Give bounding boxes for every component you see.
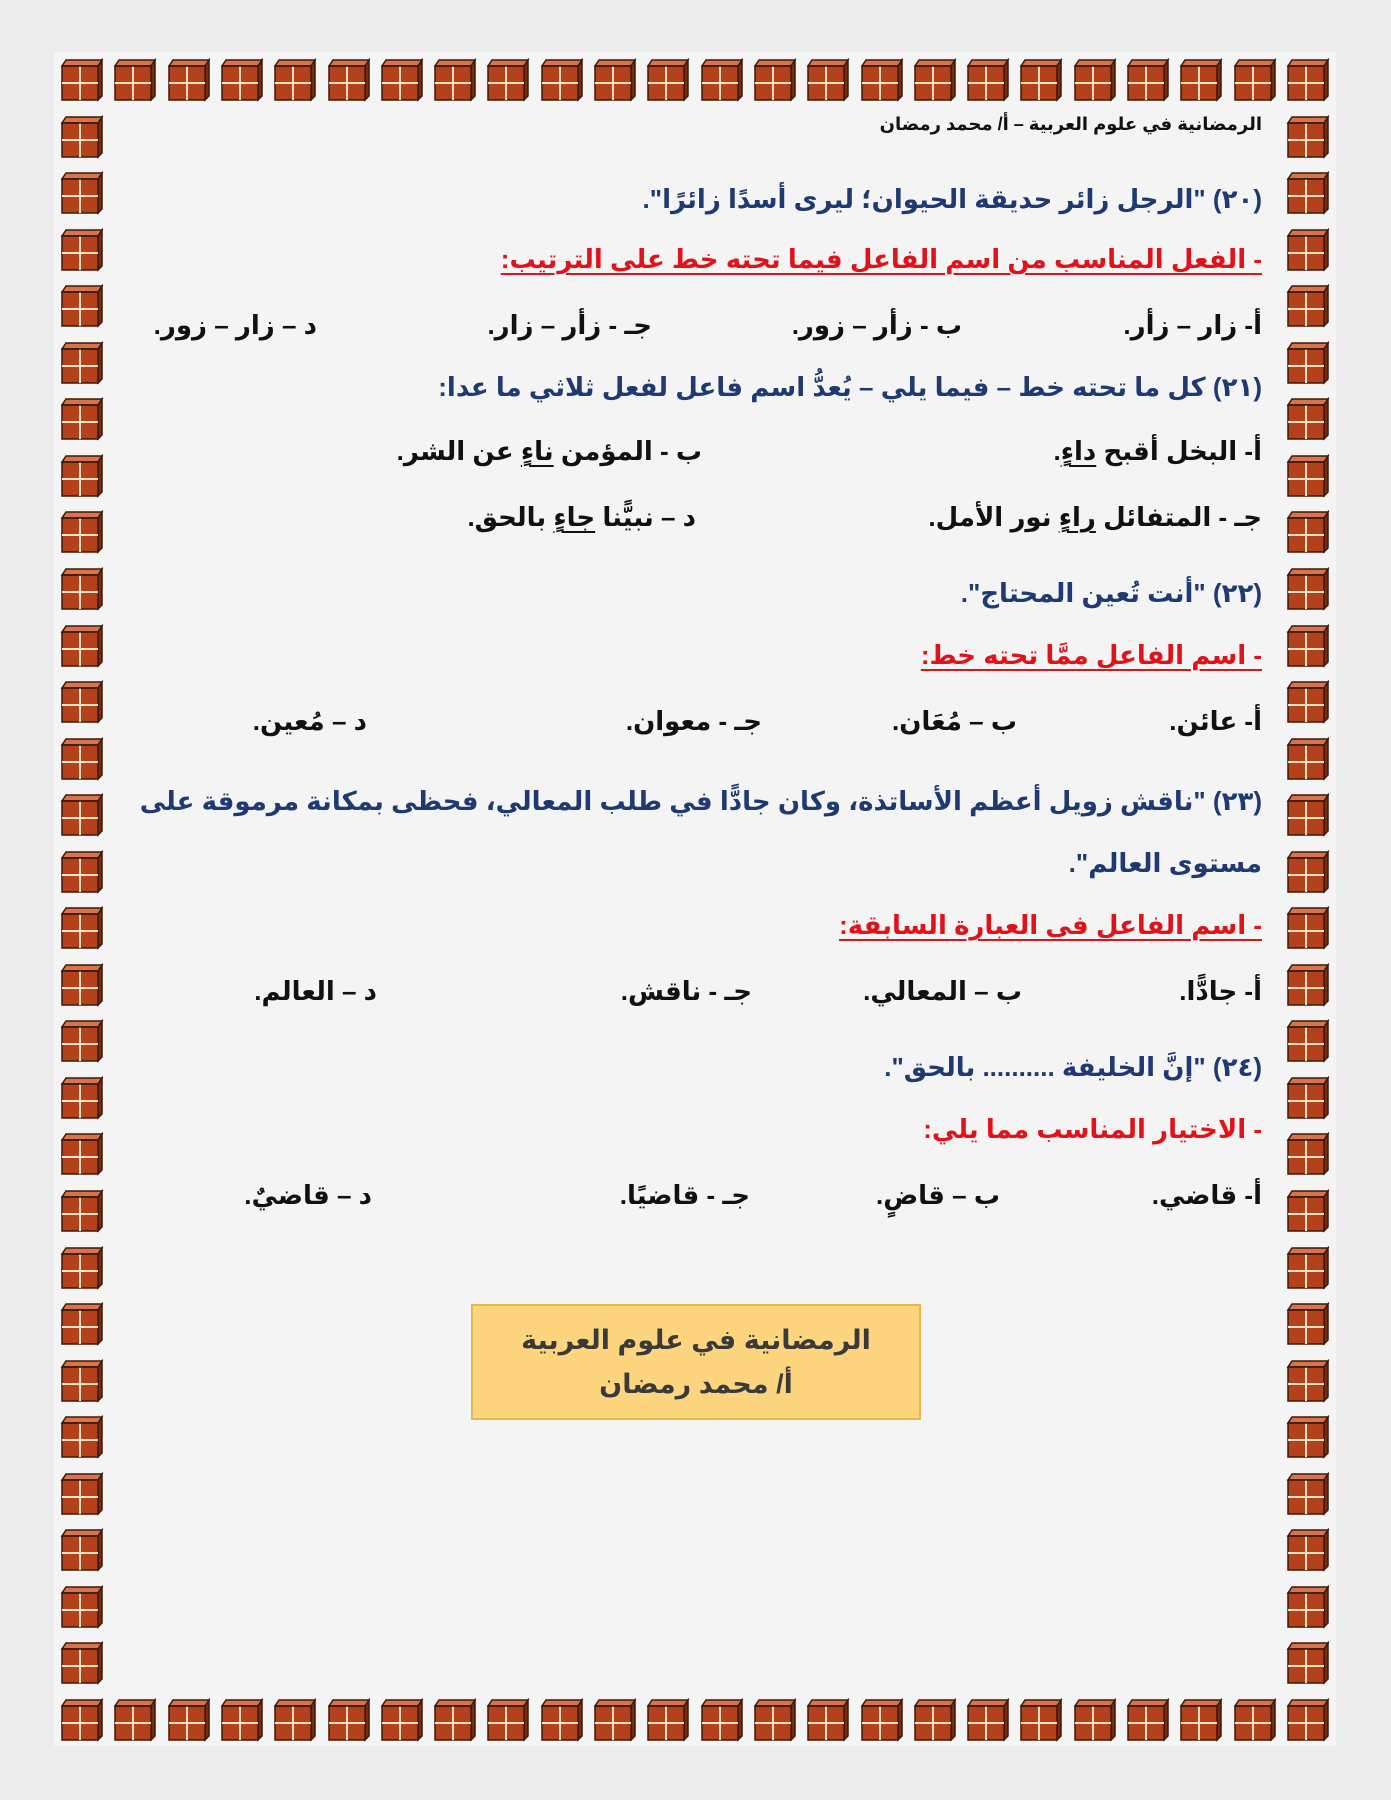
border-crate-icon <box>60 1132 104 1176</box>
stamp-author: أ/ محمد رمضان <box>599 1369 793 1399</box>
border-crate-icon <box>753 58 797 102</box>
q23-option-a[interactable]: أ- جادًّا. <box>1179 976 1262 1006</box>
q21-b-prefix: ب - المؤمن <box>553 436 702 466</box>
border-crate-icon <box>327 1698 371 1742</box>
q20-option-d[interactable]: د – زار – زور. <box>153 310 317 340</box>
border-crate-icon <box>60 906 104 950</box>
q21-c-suffix: نور الأمل. <box>928 502 1059 532</box>
border-crate-icon <box>913 58 957 102</box>
q21-option-d[interactable] <box>467 502 696 533</box>
border-crate-icon <box>1126 1698 1170 1742</box>
border-crate-icon <box>1286 680 1330 724</box>
border-crate-icon <box>1286 1132 1330 1176</box>
border-crate-icon <box>273 1698 317 1742</box>
q21-d-suffix: بالحق. <box>467 502 554 532</box>
border-crate-icon <box>60 58 104 102</box>
border-crate-icon <box>60 284 104 328</box>
q21-b-suffix: عن الشر. <box>396 436 521 466</box>
q21-a-prefix: أ- البخل أقبح <box>1096 436 1262 466</box>
border-crate-icon <box>60 850 104 894</box>
border-crate-icon <box>60 680 104 724</box>
question-23-line1: (٢٣) "ناقش زويل أعظم الأساتذة، وكان جادًّا في طلب المعالي، فحظى بمكانة مرموقة على <box>139 786 1262 816</box>
border-crate-icon <box>60 567 104 611</box>
border-crate-icon <box>60 1528 104 1572</box>
border-crate-icon <box>1286 1302 1330 1346</box>
question-22-instruction: - اسم الفاعل ممَّا تحته خط: <box>920 640 1262 670</box>
border-crate-icon <box>1286 906 1330 950</box>
q24-option-c[interactable]: جـ - قاضيًا. <box>619 1180 750 1210</box>
border-crate-icon <box>433 1698 477 1742</box>
q24-option-d[interactable]: د – قاضيٌ. <box>244 1180 372 1210</box>
border-crate-icon <box>220 1698 264 1742</box>
border-crate-icon <box>60 1585 104 1629</box>
q21-c-underlined: راءٍ <box>1058 502 1096 532</box>
q20-option-a[interactable]: أ- زار – زأر. <box>1123 310 1262 340</box>
q24-option-a[interactable]: أ- قاضي. <box>1151 1180 1262 1210</box>
border-crate-icon <box>60 1641 104 1685</box>
border-crate-icon <box>167 1698 211 1742</box>
border-crate-icon <box>1019 58 1063 102</box>
border-crate-icon <box>113 1698 157 1742</box>
q21-option-c[interactable] <box>928 502 1262 533</box>
border-crate-icon <box>540 58 584 102</box>
border-crate-icon <box>1286 850 1330 894</box>
border-crate-icon <box>1286 115 1330 159</box>
border-crate-icon <box>60 1302 104 1346</box>
border-crate-icon <box>1286 454 1330 498</box>
border-crate-icon <box>380 1698 424 1742</box>
border-crate-icon <box>60 1189 104 1233</box>
border-crate-icon <box>1179 58 1223 102</box>
worksheet-content <box>120 104 1262 1664</box>
border-crate-icon <box>1286 1415 1330 1459</box>
border-crate-icon <box>966 58 1010 102</box>
border-crate-icon <box>60 1415 104 1459</box>
border-crate-icon <box>1286 1641 1330 1685</box>
border-crate-icon <box>60 115 104 159</box>
border-crate-icon <box>220 58 264 102</box>
border-crate-icon <box>966 1698 1010 1742</box>
page-header: الرمضانية في علوم العربية – أ/ محمد رمضان <box>879 114 1262 134</box>
border-crate-icon <box>646 58 690 102</box>
border-crate-icon <box>1233 58 1277 102</box>
border-crate-icon <box>60 1019 104 1063</box>
border-crate-icon <box>1073 1698 1117 1742</box>
q21-a-suffix: . <box>1053 436 1061 466</box>
border-crate-icon <box>1286 567 1330 611</box>
border-crate-icon <box>753 1698 797 1742</box>
border-crate-icon <box>113 58 157 102</box>
border-crate-icon <box>860 58 904 102</box>
border-crate-icon <box>1286 1076 1330 1120</box>
border-crate-icon <box>1286 341 1330 385</box>
border-crate-icon <box>60 1246 104 1290</box>
question-23-line2: مستوى العالم". <box>1068 848 1262 878</box>
border-crate-icon <box>593 1698 637 1742</box>
q21-option-b[interactable] <box>397 436 702 467</box>
border-crate-icon <box>433 58 477 102</box>
border-crate-icon <box>60 228 104 272</box>
border-crate-icon <box>593 58 637 102</box>
border-crate-icon <box>486 58 530 102</box>
border-crate-icon <box>913 1698 957 1742</box>
q22-option-c[interactable]: جـ - معوان. <box>625 706 762 736</box>
border-crate-icon <box>1286 1698 1330 1742</box>
question-23-instruction: - اسم الفاعل فى العبارة السابقة: <box>839 910 1262 940</box>
border-crate-icon <box>1286 510 1330 554</box>
border-crate-icon <box>860 1698 904 1742</box>
question-20: (٢٠) "الرجل زائر حديقة الحيوان؛ ليرى أسدًا زائرًا". <box>642 184 1262 214</box>
border-crate-icon <box>1286 963 1330 1007</box>
border-crate-icon <box>1179 1698 1223 1742</box>
q21-option-a[interactable] <box>1053 436 1262 467</box>
border-crate-icon <box>327 58 371 102</box>
q20-option-c[interactable]: جـ - زأر – زار. <box>487 310 652 340</box>
border-crate-icon <box>1286 624 1330 668</box>
question-24-instruction: - الاختيار المناسب مما يلي: <box>923 1114 1262 1144</box>
q21-d-underlined: جاءٍ <box>553 502 596 532</box>
border-crate-icon <box>167 58 211 102</box>
border-crate-icon <box>1286 1585 1330 1629</box>
border-crate-icon <box>1286 58 1330 102</box>
border-crate-icon <box>60 624 104 668</box>
stamp-title: الرمضانية في علوم العربية <box>521 1325 871 1355</box>
q23-option-c[interactable]: جـ - ناقش. <box>620 976 752 1006</box>
question-20-instruction: - الفعل المناسب من اسم الفاعل فيما تحته خط على الترتيب: <box>500 244 1262 274</box>
border-crate-icon <box>1286 737 1330 781</box>
border-crate-icon <box>806 1698 850 1742</box>
border-crate-icon <box>1126 58 1170 102</box>
question-24: (٢٤) "إنَّ الخليفة .......... بالحق". <box>884 1052 1262 1082</box>
border-crate-icon <box>60 793 104 837</box>
border-crate-icon <box>273 58 317 102</box>
border-crate-icon <box>700 1698 744 1742</box>
q22-option-b[interactable]: ب – مُعَان. <box>892 706 1017 736</box>
border-crate-icon <box>60 1472 104 1516</box>
border-crate-icon <box>1019 1698 1063 1742</box>
q22-option-a[interactable]: أ- عائن. <box>1169 706 1262 736</box>
question-21: (٢١) كل ما تحته خط – فيما يلي – يُعدُّ اسم فاعل لفعل ثلاثي ما عدا: <box>438 372 1262 402</box>
border-crate-icon <box>540 1698 584 1742</box>
q21-a-underlined: داءٍ <box>1060 436 1097 466</box>
border-crate-icon <box>1286 1528 1330 1572</box>
border-crate-icon <box>1286 1189 1330 1233</box>
question-22: (٢٢) "أنت تُعين المحتاج". <box>960 578 1262 608</box>
border-crate-icon <box>1073 58 1117 102</box>
border-crate-icon <box>60 510 104 554</box>
q20-option-b[interactable]: ب - زأر – زور. <box>791 310 962 340</box>
q22-option-d[interactable]: د – مُعين. <box>252 706 367 736</box>
q21-b-underlined: ناءٍ <box>520 436 554 466</box>
q21-c-prefix: جـ - المتفائل <box>1095 502 1262 532</box>
q24-option-b[interactable]: ب – قاضٍ. <box>875 1180 1000 1210</box>
border-crate-icon <box>60 341 104 385</box>
q21-d-prefix: د – نبيًّنا <box>595 502 696 532</box>
border-crate-icon <box>806 58 850 102</box>
border-crate-icon <box>1286 1472 1330 1516</box>
border-crate-icon <box>486 1698 530 1742</box>
q23-option-d[interactable]: د – العالم. <box>254 976 377 1006</box>
border-crate-icon <box>60 171 104 215</box>
author-stamp <box>471 1304 921 1420</box>
border-crate-icon <box>1286 228 1330 272</box>
border-crate-icon <box>60 1698 104 1742</box>
border-crate-icon <box>1286 284 1330 328</box>
border-crate-icon <box>1286 1246 1330 1290</box>
border-crate-icon <box>700 58 744 102</box>
border-crate-icon <box>380 58 424 102</box>
border-crate-icon <box>1286 1019 1330 1063</box>
border-crate-icon <box>60 1076 104 1120</box>
border-crate-icon <box>60 397 104 441</box>
border-crate-icon <box>60 963 104 1007</box>
q23-option-b[interactable]: ب – المعالي. <box>863 976 1022 1006</box>
border-crate-icon <box>60 1359 104 1403</box>
border-crate-icon <box>60 737 104 781</box>
border-crate-icon <box>1286 397 1330 441</box>
border-crate-icon <box>1286 1359 1330 1403</box>
border-crate-icon <box>1233 1698 1277 1742</box>
border-crate-icon <box>1286 793 1330 837</box>
border-crate-icon <box>60 454 104 498</box>
border-crate-icon <box>1286 171 1330 215</box>
border-crate-icon <box>646 1698 690 1742</box>
